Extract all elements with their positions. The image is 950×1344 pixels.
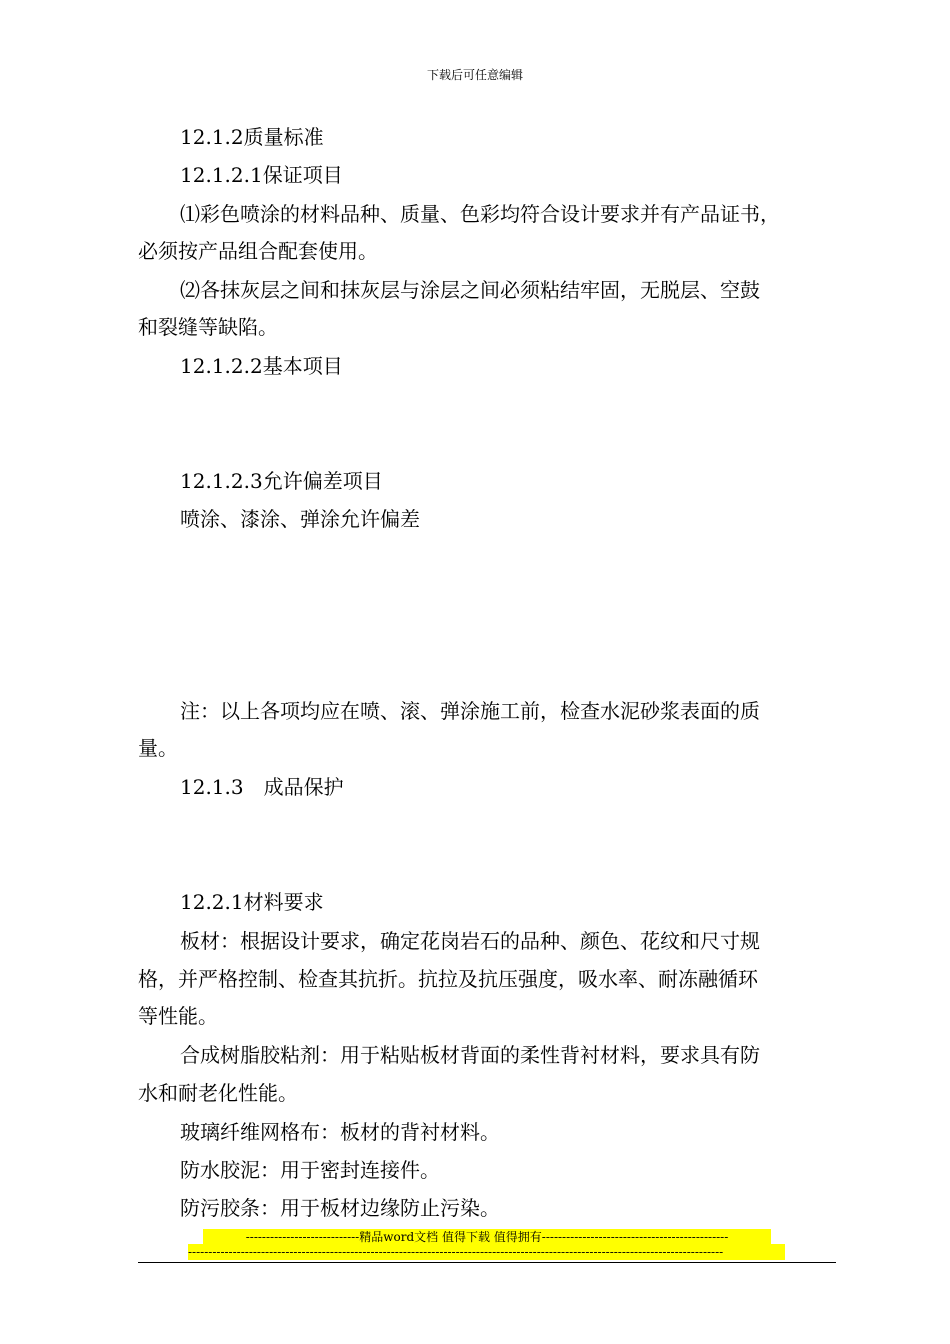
footer-dashes: ------------------------------------------------------------------------------------------------------------------------------------ — [188, 1244, 785, 1260]
header-note: 下载后可任意编辑 — [426, 68, 523, 82]
plate-line-3: 等性能。 — [138, 1004, 218, 1028]
adhesive-line-1: 合成树脂胶粘剂：用于粘贴板材背面的柔性背衬材料，要求具有防 — [180, 1043, 760, 1067]
section-heading-12-1-2-3: 12.1.2.3允许偏差项目 — [180, 469, 383, 493]
section-heading-12-2-1: 12.2.1材料要求 — [180, 890, 324, 914]
paragraph-2-line-2: 和裂缝等缺陷。 — [138, 315, 278, 339]
tolerance-title: 喷涂、漆涂、弹涂允许偏差 — [180, 507, 420, 531]
section-heading-12-1-2: 12.1.2质量标准 — [180, 125, 324, 149]
note-line-1: 注：以上各项均应在喷、滚、弹涂施工前，检查水泥砂浆表面的质 — [180, 699, 760, 723]
waterproof-line: 防水胶泥：用于密封连接件。 — [180, 1158, 440, 1182]
paragraph-1-line-1: ⑴彩色喷涂的材料品种、质量、色彩均符合设计要求并有产品证书， — [180, 202, 780, 226]
note-line-2: 量。 — [138, 736, 178, 760]
section-heading-12-1-2-1: 12.1.2.1保证项目 — [180, 163, 343, 187]
paragraph-1-line-2: 必须按产品组合配套使用。 — [138, 239, 378, 263]
plate-line-2: 格，并严格控制、检查其抗折。抗拉及抗压强度，吸水率、耐冻融循环 — [138, 967, 758, 991]
fiberglass-line: 玻璃纤维网格布：板材的背衬材料。 — [180, 1120, 500, 1144]
antifouling-line: 防污胶条：用于板材边缘防止污染。 — [180, 1196, 500, 1220]
paragraph-2-line-1: ⑵各抹灰层之间和抹灰层与涂层之间必须粘结牢固，无脱层、空鼓 — [180, 278, 760, 302]
footer-banner: ----------------------------精品word文档 值得下载 值得拥有---------------------------------------------- — [203, 1229, 771, 1245]
section-heading-12-1-3: 12.1.3 成品保护 — [180, 775, 344, 799]
adhesive-line-2: 水和耐老化性能。 — [138, 1081, 298, 1105]
section-heading-12-1-2-2: 12.1.2.2基本项目 — [180, 354, 343, 378]
plate-line-1: 板材：根据设计要求，确定花岗岩石的品种、颜色、花纹和尺寸规 — [180, 929, 760, 953]
footer-divider — [138, 1262, 836, 1263]
